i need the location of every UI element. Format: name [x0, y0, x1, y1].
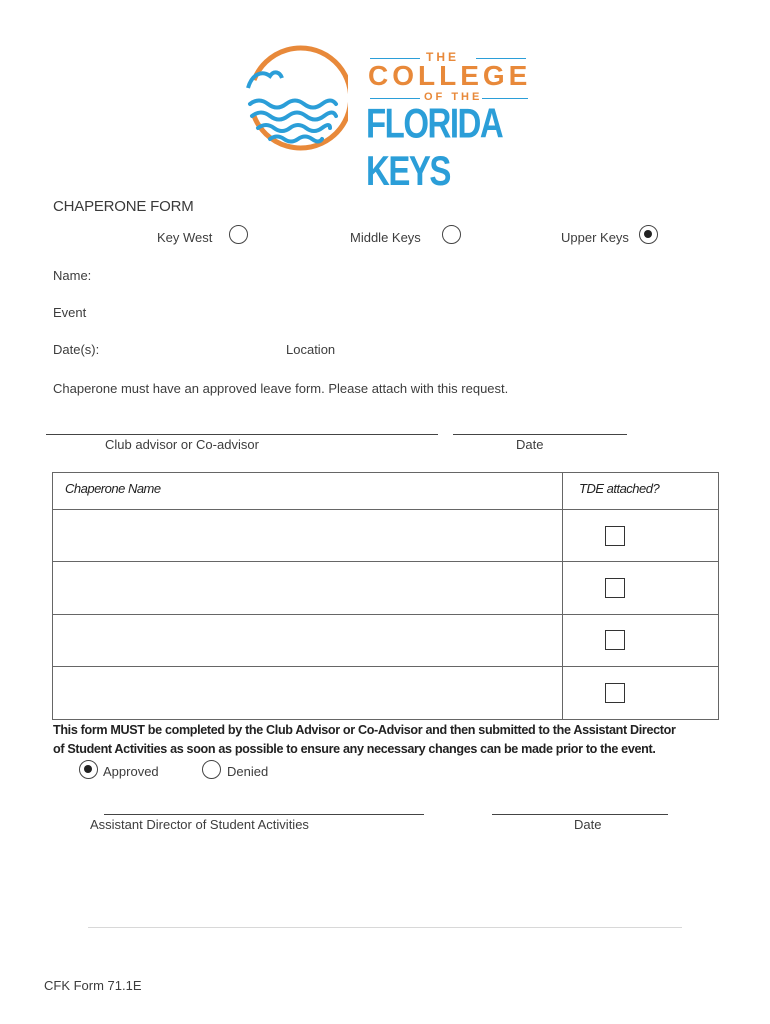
- leave-form-note: Chaperone must have an approved leave form. Please attach with this request.: [53, 381, 509, 396]
- table-row: [53, 510, 719, 562]
- logo-emblem-icon: [236, 40, 348, 152]
- campus-middle-keys-label: Middle Keys: [350, 230, 421, 245]
- tde-cell: [563, 667, 719, 720]
- logo-florida-keys: FLORIDA KEYS: [366, 100, 501, 194]
- campus-key-west-label: Key West: [157, 230, 213, 245]
- advisor-date-label: Date: [516, 437, 544, 452]
- approved-label: Approved: [103, 764, 159, 779]
- advisor-signature-label: Club advisor or Co-advisor: [105, 437, 259, 452]
- tde-checkbox[interactable]: [605, 683, 625, 703]
- logo-rule-right-2: [482, 98, 528, 99]
- tde-cell: [563, 615, 719, 667]
- tde-cell: [563, 510, 719, 562]
- logo-of-the: OF THE: [424, 91, 483, 103]
- director-date-line[interactable]: [492, 814, 668, 815]
- location-label: Location: [286, 342, 336, 357]
- event-label: Event: [53, 305, 87, 320]
- logo-college: COLLEGE: [368, 60, 532, 91]
- table-row: [53, 615, 719, 667]
- college-logo: [236, 40, 536, 194]
- advisor-date-line[interactable]: [453, 434, 627, 435]
- chaperone-name-cell[interactable]: [53, 667, 563, 720]
- campus-key-west-radio[interactable]: [229, 225, 248, 244]
- director-date-label: Date: [574, 817, 602, 832]
- chaperone-name-cell[interactable]: [53, 615, 563, 667]
- form-title: CHAPERONE FORM: [53, 198, 194, 215]
- logo-the: THE: [426, 50, 459, 64]
- logo-rule-left: [370, 58, 420, 59]
- director-signature-label: Assistant Director of Student Activities: [90, 817, 309, 832]
- tde-checkbox[interactable]: [605, 578, 625, 598]
- chaperone-name-cell[interactable]: [53, 562, 563, 615]
- tde-checkbox[interactable]: [605, 526, 625, 546]
- form-number: CFK Form 71.1E: [44, 978, 142, 993]
- name-label: Name:: [53, 268, 92, 283]
- submission-notice: [53, 721, 733, 759]
- chaperone-table: [52, 472, 719, 720]
- logo-rule-left-2: [370, 98, 420, 99]
- approved-radio[interactable]: [79, 760, 98, 779]
- chaperone-name-header: Chaperone Name: [53, 473, 563, 510]
- advisor-signature-line[interactable]: [46, 434, 438, 435]
- denied-radio[interactable]: [202, 760, 221, 779]
- campus-upper-keys-radio[interactable]: [639, 225, 658, 244]
- director-signature-line[interactable]: [104, 814, 424, 815]
- footer-divider: [88, 927, 682, 928]
- tde-cell: [563, 562, 719, 615]
- chaperone-name-cell[interactable]: [53, 510, 563, 562]
- notice-line-1: This form MUST be completed by the Club Advisor or Co-Advisor and then submitted to the Assistant Director: [53, 723, 676, 737]
- table-row: [53, 562, 719, 615]
- logo-rule-right: [476, 58, 526, 59]
- table-row: [53, 667, 719, 720]
- dates-label: Date(s):: [53, 342, 100, 357]
- tde-attached-header: TDE attached?: [563, 473, 719, 510]
- denied-label: Denied: [227, 764, 269, 779]
- tde-checkbox[interactable]: [605, 630, 625, 650]
- notice-line-2: of Student Activities as soon as possible to ensure any necessary changes can be made prior to the event.: [53, 742, 656, 756]
- campus-upper-keys-label: Upper Keys: [561, 230, 629, 245]
- campus-middle-keys-radio[interactable]: [442, 225, 461, 244]
